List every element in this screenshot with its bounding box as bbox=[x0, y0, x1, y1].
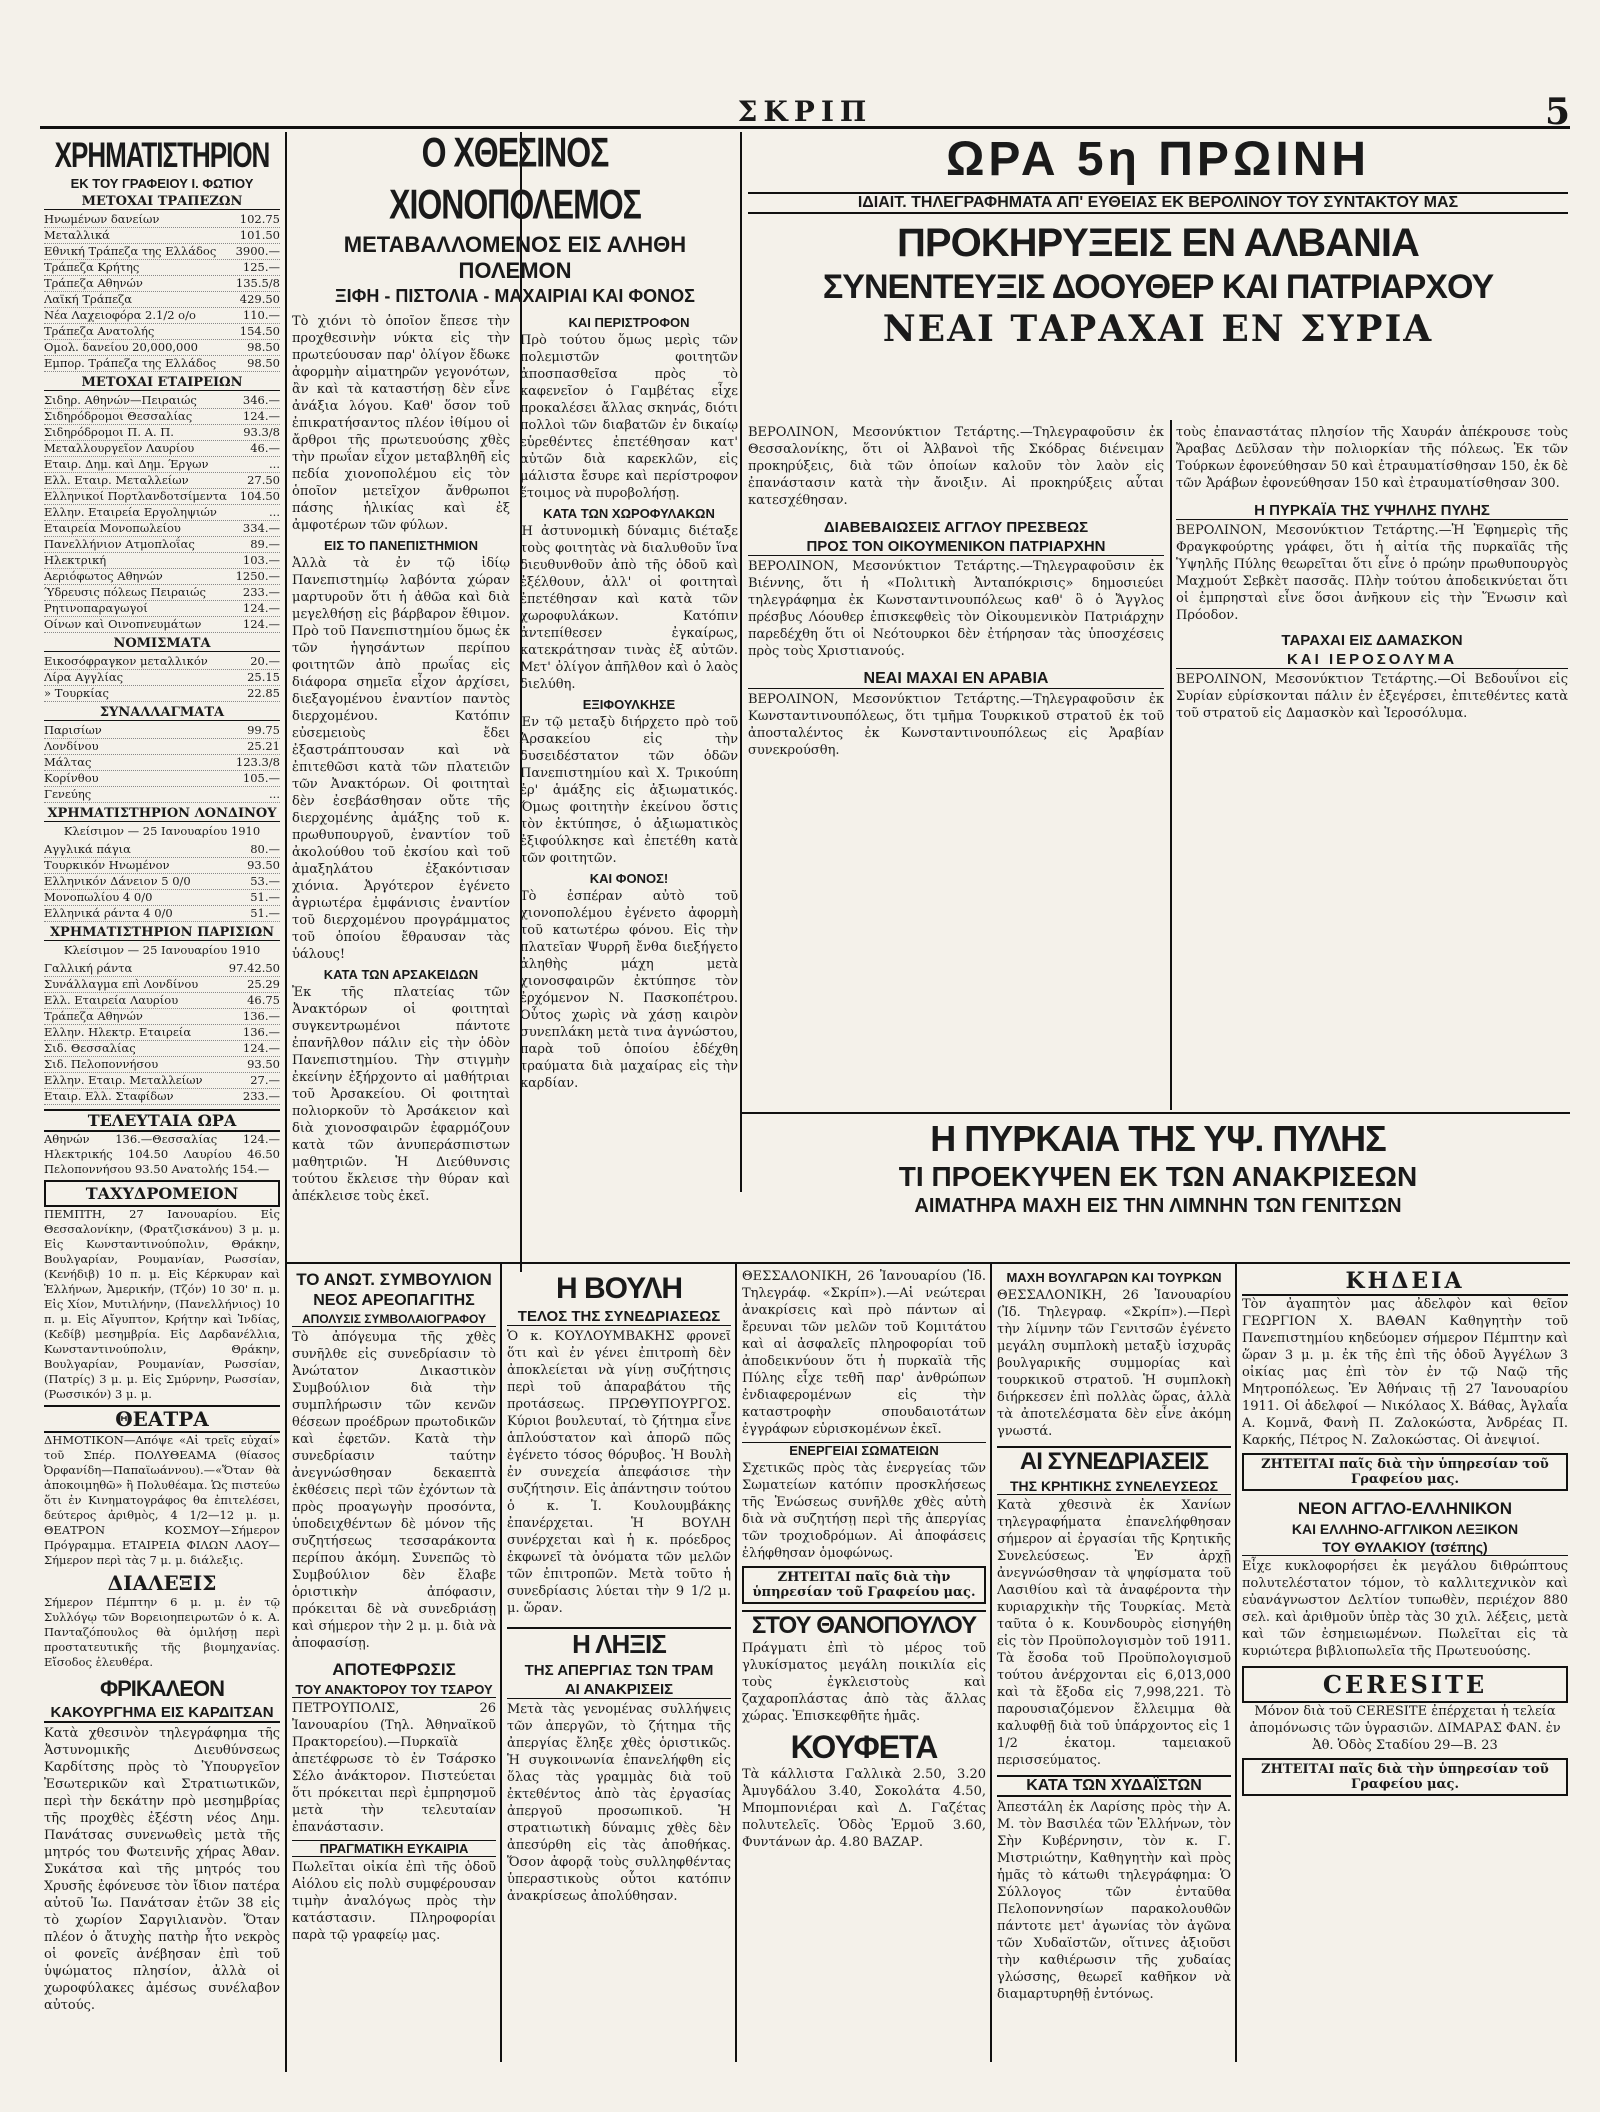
albania-headline: ΠΡΟΚΗΡΥΞΕΙΣ ΕΝ ΑΛΒΑΝΙΑ bbox=[897, 221, 1419, 265]
quote-value: 233.— bbox=[242, 1089, 280, 1103]
quote-name: Νέα Λαχειοφόρα 2.1/2 ο/ο bbox=[44, 308, 196, 322]
market-subtitle: ΕΚ ΤΟΥ ΓΡΑΦΕΙΟΥ Ι. ΦΩΤΙΟΥ bbox=[70, 176, 254, 191]
quote-name: Σιδ. Θεσσαλίας bbox=[44, 1041, 136, 1055]
quote-value: 98.50 bbox=[247, 340, 280, 354]
telegrams-left bbox=[748, 424, 1164, 1114]
dictionary-title-2: ΚΑΙ ΕΛΛΗΝΟ-ΑΓΓΛΙΚΟΝ ΛΕΞΙΚΟΝ bbox=[1291, 1521, 1519, 1537]
syria-text: τοὺς ἐπαναστάτας πλησίον τῆς Χαυράν ἀπέκρουσε τοὺς Ἄραβας Δεῦλσαν τὴν πολιορκίαν τῆς πόλεως. Ἐκ τῶν Τούρκων ἐφονεύθησαν 50 καὶ ἐτραυματίσθησαν 150, ἐκ δὲ τῶν Ἀράβων ἐφονεύθησαν 150 καὶ ἐτραυματίσθησαν 300. bbox=[1176, 425, 1568, 491]
quote-row bbox=[44, 553, 280, 569]
companies-list bbox=[44, 393, 280, 633]
fire-subtitle-2: ΑΙΜΑΤΗΡΑ ΜΑΧΗ ΕΙΣ ΤΗΝ ΛΙΜΝΗΝ ΤΩΝ ΓΕΝΙΤΣΩΝ bbox=[914, 1195, 1402, 1217]
vulgarists-text: Ἀπεστάλη ἐκ Λαρίσης πρὸς τὴν Α. Μ. τὸν Βασιλέα τῶν Ἑλλήνων, τὸν Σὴν Κυβέρνησιν, τὸν κ. Γ. Μιστριώτην, Καθηγητὴν καὶ πρὸς ἡμᾶς τὸ κάτωθι τηλεγράφημα: Ὁ Σύλλογος τῶν ἐνταῦθα Πελοποννησίων παρακολουθῶν πάντοτε μετ' ἀγωνίας τὸν ἀγῶνα τῶν Χυδαϊστῶν, οἵτινες ἀξιοῦσι τὴν καθιέρωσιν τῆς χυδαίας γλώσσης, θεωρεῖ καθῆκον νὰ διαμαρτυρηθῇ ἐντόνως. bbox=[997, 1800, 1231, 2002]
fire-subtitle: ΤΙ ΠΡΟΕΚΥΨΕΝ ΕΚ ΤΩΝ ΑΝΑΚΡΙΣΕΩΝ bbox=[898, 1161, 1418, 1192]
crime-subtitle: ΚΑΚΟΥΡΓΗΜΑ ΕΙΣ ΚΑΡΔΙΤΣΑΝ bbox=[44, 1704, 280, 1723]
quote-name: Γαλλική ράντα bbox=[44, 961, 133, 975]
quote-value: 101.50 bbox=[239, 228, 280, 242]
quote-value: 135.5/8 bbox=[235, 276, 280, 290]
dictionary-title: ΝΕΟΝ ΑΓΓΛΟ-ΕΛΛΗΝΙΚΟΝ bbox=[1297, 1499, 1513, 1518]
banks-list bbox=[44, 212, 280, 372]
quote-row bbox=[44, 340, 280, 356]
quote-value: 125.— bbox=[242, 260, 280, 274]
sale-text: Πωλεῖται οἰκία ἐπὶ τῆς ὁδοῦ Αἰόλου εἰς πολὺ συμφέρουσαν τιμὴν ἀναλόγως πρὸς τὴν κατάστασιν. Πληροφορίαι παρὰ τῷ γραφείῳ μας. bbox=[292, 1860, 496, 1943]
quote-value: 124.— bbox=[242, 1041, 280, 1055]
council-article bbox=[292, 1268, 496, 2068]
quote-value: 233.— bbox=[242, 585, 280, 599]
post-office-text: ΠΕΜΠΤΗ, 27 Ιανουαρίου. Εἰς Θεσσαλονίκην, (Φρατζισκάνου) 3 μ. μ. Εἰς Κωνσταντινούπολιν, Θράκην, Βουλγαρίαν, Ρουμανίαν, Ρωσσίαν, (Κενήδιβ) 10 π. μ. Εἰς Κέρκυραν καὶ Ἑλλήνων, Ἀμερικήν, (Τζόν) 10 30' π. μ. Εἰς Χίον, Μυτιλήνην, (Πανελλήνιος) 10 π. μ. Εἰς Αἴγυπτον, Κρήτην καὶ Ἰνδίας, (Κεδίβ) μεσημβρία. Εἰς Δαρδανέλλια, Κωνσταντινούπολιν, Θράκην, Βουλγαρίαν, Ρουμανίαν, Ρωσσίαν, (Πατρίς) 3 μ. μ. Εἰς Σμύρνην, Ρωσσίαν, (Ρωσσικόν) 3 μ. μ. bbox=[44, 1207, 280, 1401]
newspaper-title: ΣΚΡΙΠ bbox=[737, 95, 873, 128]
quote-row bbox=[44, 457, 280, 473]
dictionary-text: Εἶχε κυκλοφορήσει ἐκ μεγάλου διθρώπτους πολυτελέστατον τόμον, τὸ καλλιτεχνικὸν καὶ εὐανάγνωστον Δελτίον τυπωθὲν, περιέχον 880 σελ. καὶ ἀριθμοῦν ὑπὲρ τὰς 30 χιλ. λέξεις, μετὰ καὶ τῶν ἐσημειωμένων. Πωλεῖται εἰς τὰ κυριώτερα βιβλιοπωλεῖα τῆς Πρωτευούσης. bbox=[1242, 1559, 1568, 1659]
syria-headline: ΝΕΑΙ ΤΑΡΑΧΑΙ ΕΝ ΣΥΡΙΑ bbox=[882, 308, 1434, 350]
council-text: Τὸ ἀπόγευμα τῆς χθὲς συνῆλθε εἰς συνεδρίασιν τὸ Ἀνώτατον Δικαστικὸν Συμβούλιον διὰ τὴν συμπλήρωσιν τῶν κενῶν θέσεων προέδρων πρωτοδικῶν καὶ ἐφετῶν. Κατὰ τὴν συνεδρίασιν ταύτην ἀνεγνώσθησαν δεκαεπτὰ ἐκθέσεις περὶ τῶν ἐχόντων τὰ πρὸς προαγωγὴν προσόντα, ὑποδειχθέντων δὲ μόνον τῆς συζητήσεως τεσσαράκοντα περίπου ἀκόμη. Συνεπῶς τὸ Συμβούλιον δὲν ἔλαβε ὁριστικὴν ἀπόφασιν, πρόκειται δὲ νὰ συνεδριάσῃ καὶ σήμερον τὴν 2 μ. μ. διὰ νὰ ἀποφασίσῃ. bbox=[292, 1330, 496, 1651]
crime-text: Κατὰ χθεσινὸν τηλεγράφημα τῆς Ἀστυνομικῆς Διευθύνσεως Καρδίτσης πρὸς τὸ Ὑπουργεῖον Ἐσωτερικῶν καὶ Στρατιωτικῶν, περὶ τὴν δεκάτην πρὸ μεσημβρίας τῆς προχθὲς ἐξέστη νέος Δημ. Πανάτσας συνενωθεὶς μετὰ τῆς μητρός του Φωτεινῆς χήρας Ἀθαν. Συκάτσα καὶ τῆς μητρός του Χρυσῆς ἐφόνευσε τὸν ἴδιον πατέρα αὐτοῦ Ἰω. Πανάτσαν ἐτῶν 38 εἰς τὸ χωρίον Σαργιλιανὸν. Ὅταν πλέον ὁ ἄτυχὴς πατὴρ ἦτο νεκρὸς οἱ φονεῖς ἀνέβησαν ἐπὶ τοῦ ὑψώματος πλησίον, ἀλλὰ οἱ χωροφύλακες ἀμέσως συνέλαβον αὐτούς. bbox=[44, 1726, 280, 2013]
theatres-text: ΔΗΜΟΤΙΚΟΝ—Απόψε «Αἱ τρεῖς εὐχαί» τοῦ Σπέρ. ΠΟΛΥΘΕΑΜΑ (θίασος Ὀρφανίδη—Παπαϊωάννου).—«Ὅταν θὰ ἀποκοιμηθῶ» ἢ Πολυθέαμα. Ὡς πιστεύω ὅτι ἐν Κινηματογράφος θα ἐπιτελέσει, δεύτερος ἀριθμὸς, 4 1/2—12 μ. μ. ΘΕΑΤΡΟΝ ΚΟΣΜΟΥ—Σήμερον Πρόγραμμα. ΕΤΑΙΡΕΙΑ ΦΙΛΩΝ ΛΑΟΥ—Σήμερον περὶ τὰς 7 μ. μ. διάλεξις. bbox=[44, 1433, 280, 1567]
strike-subtitle: ΤΗΣ ΑΠΕΡΓΙΑΣ ΤΩΝ ΤΡΑΜ bbox=[524, 1662, 714, 1679]
quote-row bbox=[44, 1041, 280, 1057]
crime-title: ΦΡΙΚΑΛΕΟΝ bbox=[100, 1676, 224, 1701]
murder-heading: ΚΑΙ ΦΟΝΟΣ! bbox=[589, 871, 669, 886]
wanted-notice-3: ΖΗΤΕΙΤΑΙ παῖς διὰ τὴν ὑπηρεσίαν τοῦ Γραφείου μας. bbox=[1242, 1758, 1568, 1796]
sale-title: ΠΡΑΓΜΑΤΙΚΗ ΕΥΚΑΙΡΙΑ bbox=[292, 1840, 496, 1857]
arsakeion-text: Ἐκ τῆς πλατείας τῶν Ἀνακτόρων οἱ φοιτηταὶ συγκεντρωμένοι πάντοτε ἐπανῆλθον πάλιν εἰς τὴν ὁδὸν Πανεπιστημίου. Τὴν στιγμὴν ἐκείνην ἐξήρχοντο αἱ μαθήτριαι τοῦ Ἀρσακείου. Οἱ φοιτηταὶ πολιορκοῦν τὸ Ἀρσάκειον καὶ διὰ χιονοσφαιρῶν ἐφαρμόζουν κατὰ τῶν ἀνυπεράσπιστων μαθητριῶν. Ἡ Διεύθυνσις τούτου ἔκλεισε τὴν θύραν καὶ ἀπέκλεισε τοὺς ἐκεῖ. bbox=[292, 985, 510, 1204]
strike-text: Μετὰ τὰς γενομένας συλλήψεις τῶν ἀπεργῶν, τὸ ζήτημα τῆς ἀπεργίας ἔληξε χθὲς ὁριστικῶς. Ἡ συγκοινωνία ἐπανελήφθη εἰς ὅλας τὰς γραμμὰς διὰ τοῦ ἐκτεθέντος ἀπὸ τὰς ἐργασίας ἀπεργοῦ προσωπικοῦ. Ἡ στρατιωτικὴ δύναμις χθὲς δὲν ἀπεσύρθη εἰς τὰς ἀποθήκας. Ὅσον ἀφορᾷ τοὺς συλληφθέντας ὑπεραστικοὺς οὗτοι κατόπιν ἀνακρίσεως ἀπολύθησαν. bbox=[507, 1702, 731, 1904]
arsakeion-heading: ΚΑΤΑ ΤΩΝ ΑΡΣΑΚΕΙΔΩΝ bbox=[323, 967, 479, 982]
quote-row bbox=[44, 654, 280, 670]
quote-row bbox=[44, 617, 280, 633]
quote-row bbox=[44, 505, 280, 521]
fire-inquiry-headlines bbox=[748, 1118, 1568, 1260]
quote-row bbox=[44, 260, 280, 276]
patriarch-headline: ΣΥΝΕΝΤΕΥΞΙΣ ΔΟΟΥΘΕΡ ΚΑΙ ΠΑΤΡΙΑΡΧΟΥ bbox=[822, 268, 1494, 306]
quote-row bbox=[44, 324, 280, 340]
quote-value: 124.— bbox=[242, 617, 280, 631]
wanted-notice-2: ΖΗΤΕΙΤΑΙ παῖς διὰ τὴν ὑπηρεσίαν τοῦ Γραφείου μας. bbox=[1242, 1453, 1568, 1491]
quote-name: Ομολ. δανείου 20,000,000 bbox=[44, 340, 198, 354]
funeral-text: Τὸν ἀγαπητὸν μας ἀδελφὸν καὶ θεῖον ΓΕΩΡΓΙΟΝ Χ. ΒΑΘΑΝ Καθηγητὴν τοῦ Πανεπιστημίου κηδεύομεν σήμερον Πέμπτην καὶ ὥραν 3 μ. μ. ἐκ τῆς ἐπὶ τῆς ὁδοῦ Ἀγγέλων 3 οἰκίας μας ἐπὶ τὸν ἐν τῷ Ναῷ τῆς Μητροπόλεως. Ἐν Ἀθήναις τῇ 27 Ἰανουαρίου 1911. Οἱ ἀδελφοί — Νικόλαος Χ. Βάθας, Ἀγλαΐα Α. Κομνᾶ, Φανὴ Π. Ζαλοκώστα, Ἀνδρέας Π. Καρκής, Πέτρος Ν. Ζαλοκώστας. Οἱ ἀνεψιοί. bbox=[1242, 1297, 1568, 1448]
quote-name: Μάλτας bbox=[44, 755, 92, 769]
quote-value: 110.— bbox=[242, 308, 280, 322]
employers-heading: ΕΝΕΡΓΕΙΑΙ ΣΩΜΑΤΕΙΩΝ bbox=[742, 1442, 986, 1458]
quote-row bbox=[44, 585, 280, 601]
quote-row bbox=[44, 228, 280, 244]
quote-value: 104.50 bbox=[239, 489, 280, 503]
quote-name: Παρισίων bbox=[44, 723, 102, 737]
quote-value: 105.— bbox=[242, 771, 280, 785]
quote-name: Συνάλλαγμα επὶ Λονδίνου bbox=[44, 977, 199, 991]
quote-name: Ύδρευσις πόλεως Πειραιώς bbox=[44, 585, 206, 599]
wanted-notice: ΖΗΤΕΙΤΑΙ παῖς διὰ τὴν ὑπηρεσίαν τοῦ Γραφείου μας. bbox=[742, 1566, 986, 1604]
quote-row bbox=[44, 521, 280, 537]
sword-text: Ἐν τῷ μεταξὺ διήρχετο πρὸ τοῦ Ἀρσακείου εἰς τὴν δυσειδέστατον τῶν ὁδῶν Πανεπιστημίου καὶ Χ. Τρικούπη ἐρ' ἁμάξης εἰς ἀξιωματικός. Ὅμως φοιτητὴν ἐκείνου ὅστις τὸν ἐκτύπησε, ὁ ἀξιωματικὸς ἐξιφούλκησε καὶ ἐπετέθη κατὰ τῶν φοιτητῶν. bbox=[520, 715, 738, 866]
quote-value: 53.— bbox=[250, 874, 280, 888]
strike-subtitle-2: ΑΙ ΑΝΑΚΡΙΣΕΙΣ bbox=[507, 1681, 731, 1699]
quote-name: Μεταλλουργεῖον Λαυρίου bbox=[44, 441, 195, 455]
quote-row bbox=[44, 842, 280, 858]
quote-name: Εθνική Τράπεζα της Ελλάδος bbox=[44, 244, 217, 258]
quote-name: Γενεύης bbox=[44, 787, 92, 801]
quote-name: Ηνωμένων δανείων bbox=[44, 212, 160, 226]
quote-row bbox=[44, 670, 280, 686]
quote-name: Ελλην. Εταιρεία Εργοληψιών bbox=[44, 505, 217, 519]
london-heading: ΧΡΗΜΑΤΙΣΤΗΡΙΟΝ ΛΟΝΔΙΝΟΥ bbox=[44, 806, 280, 822]
quote-row bbox=[44, 393, 280, 409]
sublime-porte-text: ΒΕΡΟΛΙΝΟΝ, Μεσονύκτιον Τετάρτης.—Ἡ Ἐφημερὶς τῆς Φραγκφούρτης γράφει, ὅτι ἡ αἰτία τῆς πυρκαϊᾶς τῆς Ὑψηλῆς Πύλης θεωρεῖται ὅτι εἶνε ὁ πρώην πρωθυπουργὸς Μαχμούτ Σεβκὲτ πασσᾶς. Πλὴν τούτου ἀποδεικνύεται ὅτι οἱ ἐμπρησταὶ εἶνε ὅσοι ἀνῆκουν εἰς τὴν Ἕνωσιν καὶ Πρόοδον. bbox=[1176, 523, 1568, 623]
university-text: Ἀλλὰ τὰ ἐν τῷ ἰδίῳ Πανεπιστημίῳ λαβόντα χώραν μαρτυροῦν ὅτι ἡ ἀθῶα καὶ διὰ μεγελθήσῃ εἰς βάρβαρον ἔθιμον. Πρὸ τοῦ Πανεπιστημίου ὅμως ἐκ τῶν ἡγησάντων περίπου φοιτητῶν ἀπὸ πρωΐας εἰς διάφορα σημεῖα εἶχον ἀρχίσει, διεξαγομένου ἐναντίον παντὸς διερχομένου. Κατόπιν εὐσεμειοὺς ἔδει ἐξαστράπτουσαν καὶ νὰ ἐπιτεθῶσι κατὰ τῶν πλατειῶν τῶν Ἀνακτόρων. Οἱ φοιτηταὶ δὲν ἐσεβάσθησαν οὔτε τῆς διερχομένης ἀμάξης τοῦ κ. πρωθυπουργοῦ, ἐναντίον τοῦ ἀκολούθου τοῦ ἐκσίου καὶ τοῦ ἀμαξηλάτου ἐξακόντισαν χιόνια. Ἀργότερον ἐγένετο ἀγριωτέρα ἐμφάνισις ἐναντίον τοῦ διερχομένου προγράμματος τοῦ ὁποίου ἔθραυσαν τὰς ὑάλους! bbox=[292, 556, 510, 962]
revolver-heading: ΚΑΙ ΠΕΡΙΣΤΡΟΦΟΝ bbox=[568, 315, 690, 330]
murder-text: Τὸ ἑσπέραν αὐτὸ τοῦ χιονοπολέμου ἐγένετο ἀφορμὴ τοῦ κατωτέρω φόνου. Εἰς τὴν πλατεῖαν Ψυρρῆ ἔνθα διεξήγετο ἀληθὴς μάχη μετὰ χιονοσφαιρῶν ἐκτύπησε τὸν ἐρχόμενον Ν. Πασκοπέτρου. Οὗτος χωρὶς νὰ χάσῃ καιρὸν συνεπλάκη μετὰ τινα ἀγνώστου, παρὰ τοῦ ὁποίου ἐδέχθη τραύματα διὰ μαχαίρας εἰς τὴν καρδίαν. bbox=[520, 889, 738, 1091]
quote-name: Εικοσόφραγκον μεταλλικόν bbox=[44, 654, 208, 668]
snowbattle-subtitle-2: ΞΙΦΗ - ΠΙΣΤΟΛΙΑ - ΜΑΧΑΙΡΙΑΙ ΚΑΙ ΦΟΝΟΣ bbox=[335, 286, 695, 306]
quote-name: Εταιρ. Ελλ. Σταφίδων bbox=[44, 1089, 174, 1103]
funeral-title: ΚΗΔΕΙΑ bbox=[1242, 1268, 1568, 1296]
council-title: ΤΟ ΑΝΩΤ. ΣΥΜΒΟΥΛΙΟΝ bbox=[296, 1270, 492, 1289]
snowbattle-col-right bbox=[520, 313, 738, 1209]
quote-value: 98.50 bbox=[247, 356, 280, 370]
quote-value: 22.85 bbox=[247, 686, 280, 700]
ambassador-heading: ΔΙΑΒΕΒΑΙΩΣΕΙΣ ΑΓΓΛΟΥ ΠΡΕΣΒΕΩΣ bbox=[823, 519, 1089, 536]
snowbattle-subtitle: ΜΕΤΑΒΑΛΛΟΜΕΝΟΣ ΕΙΣ ΑΛΗΘΗ ΠΟΛΕΜΟΝ bbox=[343, 232, 687, 283]
quote-name: Πανελλήνιον Ατμοπλοΐας bbox=[44, 537, 195, 551]
quote-row bbox=[44, 489, 280, 505]
market-column bbox=[44, 134, 280, 2064]
gendarmes-text: Ἡ ἀστυνομικὴ δύναμις διέταξε τοὺς φοιτητὰς νὰ διαλυθοῦν ἵνα διευθυνθοῦν ἀπὸ τῆς ὁδοῦ καὶ ἐξέλθουν, ἀλλ' οἱ φοιτηταὶ ἐπετέθησαν καὶ κατὰ τῶν χωροφυλάκων. Κατόπιν ἀντεπίθεσεν ἐγκαίρως, κατεκράτησαν τινὰς ἐξ αὐτῶν. Μετ' ὀλίγον ἀπῆλθον καὶ ὁ λαὸς διελύθη. bbox=[520, 524, 738, 692]
parliament-text: Ὁ κ. ΚΟΥΛΟΥΜΒΑΚΗΣ φρονεῖ ὅτι καὶ ἐν γένει ἐπιτροπὴ δὲν ἀποκλείεται νὰ γίνῃ συζήτησις περὶ τοῦ ἀπαραβάτου τῆς προτάσεως. ΠΡΩΘΥΠΟΥΡΓΟΣ. Κύριοι βουλευταί, τὸ ζήτημα εἶνε ἁπλούστατον καὶ ἀπορῶ πῶς ἐγένετο τόσος θόρυβος. Ἡ Βουλὴ ἐν συνεχεία ἀπεφάσισε τὴν συζήτησιν. Εἰς ἀπάντησιν τούτου ὁ κ. Ἰ. Κουλουμβάκης ἐπανέρχεται. Ἡ ΒΟΥΛΗ συνέρχεται καὶ ἡ κ. πρόεδρος ἐκφωνεῖ τὰ ὀνόματα τῶν μελῶν τῶν ἐπιτροπῶν. Μετὰ τοῦτο ἡ συνεδρίασις λύεται τὴν 9 1/2 μ. μ. ὥραν. bbox=[507, 1329, 731, 1616]
quote-row bbox=[44, 1057, 280, 1073]
banks-heading: ΜΕΤΟΧΑΙ ΤΡΑΠΕΖΩΝ bbox=[44, 194, 280, 210]
quote-value: 123.3/8 bbox=[235, 755, 280, 769]
snowbattle-col-left bbox=[292, 313, 510, 1209]
column-divider bbox=[740, 132, 742, 1192]
quote-value: 136.— bbox=[242, 1009, 280, 1023]
quote-row bbox=[44, 771, 280, 787]
quote-value: 51.— bbox=[250, 906, 280, 920]
quote-row bbox=[44, 601, 280, 617]
quote-row bbox=[44, 787, 280, 803]
quote-row bbox=[44, 292, 280, 308]
companies-heading: ΜΕΤΟΧΑΙ ΕΤΑΙΡΕΙΩΝ bbox=[44, 375, 280, 391]
quote-name: Σιδ. Πελοποννήσου bbox=[44, 1057, 159, 1071]
notices-column bbox=[1242, 1268, 1568, 2068]
quote-value: 46.— bbox=[250, 441, 280, 455]
quote-row bbox=[44, 1025, 280, 1041]
paris-heading: ΧΡΗΜΑΤΙΣΤΗΡΙΟΝ ΠΑΡΙΣΙΩΝ bbox=[44, 925, 280, 941]
quote-name: Ελλην. Εταιρ. Μεταλλείων bbox=[44, 1073, 203, 1087]
quote-row bbox=[44, 308, 280, 324]
sublime-porte-heading: Η ΠΥΡΚΑΪΑ ΤΗΣ ΥΨΗΛΗΣ ΠΥΛΗΣ bbox=[1176, 502, 1568, 520]
column-divider bbox=[735, 1262, 737, 2062]
column-divider bbox=[285, 132, 287, 2072]
quote-name: Λονδίνου bbox=[44, 739, 99, 753]
post-office-title: ΤΑΧΥΔΡΟΜΕΙΟΝ bbox=[44, 1180, 280, 1207]
quote-name: Σιδηρ. Αθηνών—Πειραιώς bbox=[44, 393, 197, 407]
last-hour-title: ΤΕΛΕΥΤΑΙΑ ΩΡΑ bbox=[44, 1109, 280, 1132]
london-date: Κλείσιμον — 25 Ιανουαρίου 1910 bbox=[63, 824, 261, 838]
quote-name: Εμπορ. Τράπεζα της Ελλάδος bbox=[44, 356, 217, 370]
quote-row bbox=[44, 723, 280, 739]
quote-row bbox=[44, 961, 280, 977]
quote-name: » Τουρκίας bbox=[44, 686, 109, 700]
revolver-text: Πρὸ τούτου ὅμως μερὶς τῶν πολεμιστῶν φοιτητῶν ἀποσπασθεῖσα πρὸς τὸ καφενεῖον ὁ Γαμβέτας εἶχε προκαλέσει ἄλλας σκηνάς, διότι πολλοὶ τῶν διαβατῶν ἐν δικαίῳ εὑρεθέντες ἐπετέθησαν κατ' αὐτῶν διὰ καρεκλῶν, εἰς μάλιστα ἔσυρε καὶ περίστροφον ἕτοιμος νὰ πυροβολήσῃ. bbox=[520, 333, 738, 501]
quote-row bbox=[44, 858, 280, 874]
quote-name: Ηλεκτρική bbox=[44, 553, 107, 567]
column-divider bbox=[1235, 1262, 1237, 2062]
ambassador-text: ΒΕΡΟΛΙΝΟΝ, Μεσονύκτιον Τετάρτης.—Τηλεγραφοῦσιν ἐκ Βιέννης, ὅτι ἡ «Πολιτικὴ Ἀνταπόκρισις» δημοσιεύει τηλεγράφημα ἐκ Κωνσταντινουπόλεως καθ' ὃ ὁ Ἄγγλος πρέσβυς Λόουθερ ἐπισκεφθεὶς τὸν Οἰκουμενικὸν Πατριάρχην παρεδέχθη ὅτι οἱ Νεότουρκοι δὲν ἐτήρησαν τὰς ὑποσχέσεις πρὸς τοὺς Χριστιανούς. bbox=[748, 559, 1164, 659]
quote-value: 80.— bbox=[250, 842, 280, 856]
quote-name: Ελληνικοί Πορτλανδοτσίμεντα bbox=[44, 489, 227, 503]
battle-text: ΘΕΣΣΑΛΟΝΙΚΗ, 26 Ἰανουαρίου (Ἰδ. Τηλεγραφ. «Σκρίπ»).—Περὶ τὴν λίμνην τῶν Γενιτσῶν ἐγένετο μεγάλη συμπλοκὴ μεταξὺ ἰσχυρᾶς βουλγαρικῆς συμμορίας καὶ τουρκικοῦ στρατοῦ. Ἡ συμπλοκὴ διήρκεσεν ἐπὶ πολλὰς ὥρας, ἀλλὰ τὰ ἀποτελέσματα δὲν εἶνε ἀκόμη γνωστά. bbox=[997, 1288, 1231, 1439]
quote-value: 20.— bbox=[250, 654, 280, 668]
quote-name: Τράπεζα Αθηνών bbox=[44, 1009, 143, 1023]
tsar-title: ΑΠΟΤΕΦΡΩΣΙΣ bbox=[332, 1660, 456, 1679]
london-list bbox=[44, 842, 280, 922]
quote-name: Τράπεζα Ανατολής bbox=[44, 324, 155, 338]
quote-name: Οίνων καὶ Οινοπνευμάτων bbox=[44, 617, 202, 631]
column-divider bbox=[500, 1262, 502, 2062]
quote-name: Ελλ. Εταιρ. Μεταλλείων bbox=[44, 473, 189, 487]
quote-value: 1250.— bbox=[235, 569, 280, 583]
quote-row bbox=[44, 356, 280, 372]
fx-heading: ΣΥΝΑΛΛΑΓΜΑΤΑ bbox=[44, 705, 280, 721]
quote-row bbox=[44, 739, 280, 755]
quote-value: 46.75 bbox=[247, 993, 280, 1007]
quote-name: Σιδηρόδρομοι Π. Α. Π. bbox=[44, 425, 174, 439]
fire-inquiry-text: ΘΕΣΣΑΛΟΝΙΚΗ, 26 Ἰανουαρίου (Ἰδ. Τηλεγράφ. «Σκρίπ»).—Αἱ νεώτεραι ἀνακρίσεις καὶ πρὸ πάντων αἱ ἔρευναι τῶν μελῶν τοῦ Κομιτάτου καὶ αἱ ἀσφαλεῖς πληροφορίαι τοῦ ἀποδεικνύουν ὅτι ἡ πυρκαϊὰ τῆς Πύλης εἶχε τεθῆ παρ' ἀνθρώπων ἐνδιαφερομένων εἰς τὴν καταστροφὴν σπουδαιοτάτων ἐγγράφων εὑρισκομένων ἐκεῖ. bbox=[742, 1269, 986, 1437]
snowbattle-columns bbox=[292, 313, 738, 1209]
albania-text: ΒΕΡΟΛΙΝΟΝ, Μεσονύκτιον Τετάρτης.—Τηλεγραφοῦσιν ἐκ Θεσσαλονίκης, ὅτι οἱ Ἀλβανοὶ τῆς Σκόδρας διένειμαν προκηρύξεις, διὰ τῶν ὁποίων καλοῦν τὸν λαὸν εἰς ἐπανάστασιν κατὰ τὴν ἄνοιξιν. Αἱ προκηρύξεις αὗται κατεσχέθησαν. bbox=[748, 425, 1164, 508]
quote-value: 25.21 bbox=[247, 739, 280, 753]
quote-row bbox=[44, 569, 280, 585]
quote-value: 93.50 bbox=[247, 1057, 280, 1071]
quote-value: 103.— bbox=[242, 553, 280, 567]
quote-row bbox=[44, 1089, 280, 1105]
quote-name: Αγγλικά πάγια bbox=[44, 842, 131, 856]
quote-value: 346.— bbox=[242, 393, 280, 407]
koufeta-title: ΚΟΥΦΕΤΑ bbox=[790, 1729, 938, 1765]
masthead-rule bbox=[40, 126, 1570, 129]
quote-row bbox=[44, 1009, 280, 1025]
quote-value: 25.29 bbox=[247, 977, 280, 991]
vulgarists-heading: ΚΑΤΑ ΤΩΝ ΧΥΔΑΪΣΤΩΝ bbox=[997, 1775, 1231, 1797]
quote-value: 25.15 bbox=[247, 670, 280, 684]
quote-value: 27.50 bbox=[247, 473, 280, 487]
quote-name: Μονοπωλίου 4 0/0 bbox=[44, 890, 153, 904]
quote-row bbox=[44, 409, 280, 425]
gendarmes-heading: ΚΑΤΑ ΤΩΝ ΧΩΡΟΦΥΛΑΚΩΝ bbox=[543, 506, 715, 521]
parliament-subtitle: ΤΕΛΟΣ ΤΗΣ ΣΥΝΕΔΡΙΑΣΕΩΣ bbox=[507, 1308, 731, 1326]
university-heading: ΕΙΣ ΤΟ ΠΑΝΕΠΙΣΤΗΜΙΟΝ bbox=[323, 538, 479, 553]
ambassador-heading-2: ΠΡΟΣ ΤΟΝ ΟΙΚΟΥΜΕΝΙΚΟΝ ΠΑΤΡΙΑΡΧΗΝ bbox=[748, 538, 1164, 556]
telegrams-right bbox=[1176, 424, 1568, 1114]
thanopoulos-text: Πράγματι ἐπὶ τὸ μέρος τοῦ γλυκίσματος μεγάλη ποικιλία εἰς τοὺς ἐγκλειστοὺς καὶ ζαχαροπλάστας ἀπὸ τὰς ἄλλας χώρας. Ἐπισκεφθῆτε ἡμᾶς. bbox=[742, 1641, 986, 1724]
market-title: ΧΡΗΜΑΤΙΣΤΗΡΙΟΝ bbox=[54, 134, 270, 176]
page-number: 5 bbox=[1544, 91, 1570, 133]
assembly-title: ΑΙ ΣΥΝΕΔΡΙΑΣΕΙΣ bbox=[997, 1446, 1231, 1476]
quote-value: ... bbox=[269, 457, 280, 471]
column-divider bbox=[1170, 420, 1172, 1110]
quote-row bbox=[44, 906, 280, 922]
quote-name: Εταιρ. Δημ. καὶ Δημ. Έργων bbox=[44, 457, 209, 471]
quote-value: 124.— bbox=[242, 601, 280, 615]
quote-row bbox=[44, 890, 280, 906]
quote-name: Ελληνικά ράντα 4 0/0 bbox=[44, 906, 173, 920]
strike-title: Η ΛΗΞΙΣ bbox=[507, 1627, 731, 1660]
damascus-text: ΒΕΡΟΛΙΝΟΝ, Μεσονύκτιον Τετάρτης.—Οἱ Βεδουΐνοι εἰς Συρίαν εὑρίσκονται πάλιν ἐν ἐξεγέρσει, ἐπιτεθέντες κατὰ τοῦ στρατοῦ εἰς Δαμασκὸν καὶ Ἱεροσόλυμα. bbox=[1176, 672, 1568, 721]
parliament-title: Η ΒΟΥΛΗ bbox=[555, 1272, 683, 1305]
assembly-column bbox=[997, 1268, 1231, 2068]
assembly-text: Κατὰ χθεσινὰ ἐκ Χανίων τηλεγραφήματα ἐπανελήφθησαν σήμερον αἱ ἐργασίαι τῆς Κρητικῆς Συνελεύσεως. Ἐν ἀρχῇ ἀνεγνώσθησαν τὰ ψηφίσματα τοῦ Λασιθίου καὶ τὰ ἀναφέροντα τὴν κυριαρχικὴν τῆς Τουρκίας. Μετὰ ταῦτα ὁ κ. Κουνδουρὸς εἰσηγήθη εἰς τὸν Προϋπολογισμὸν τοῦ 1911. Τὰ ἔσοδα τοῦ Προϋπολογισμοῦ τούτου ἀνέρχονται εἰς 6,013,000 καὶ τὰ ἔξοδα εἰς 7,998,221. Τὸ παρουσιαζόμενον ἔλλειμμα θὰ καλυφθῇ διὰ τοῦ ὑπάρχοντος εἰς 1 1/2 ἑκατομ. ταμειακοῦ περισσεύματος. bbox=[997, 1498, 1231, 1768]
damascus-heading-2: ΚΑΙ ΙΕΡΟΣΟΛΥΜΑ bbox=[1176, 651, 1568, 669]
snowbattle-title: Ο ΧΘΕΣΙΝΟΣ ΧΙΟΝΟΠΟΛΕΜΟΣ bbox=[389, 134, 641, 228]
quote-row bbox=[44, 441, 280, 457]
paris-date: Κλείσιμον — 25 Ιανουαρίου 1910 bbox=[63, 943, 261, 957]
snowbattle-article bbox=[292, 134, 738, 1262]
quote-value: ... bbox=[269, 505, 280, 519]
quote-value: 429.50 bbox=[239, 292, 280, 306]
quote-name: Κορίνθου bbox=[44, 771, 99, 785]
quote-value: 154.50 bbox=[239, 324, 280, 338]
section-divider bbox=[285, 1262, 1570, 1264]
paris-list bbox=[44, 961, 280, 1105]
quote-value: 97.42.50 bbox=[228, 961, 280, 975]
fire-banner: Η ΠΥΡΚΑΙΑ ΤΗΣ ΥΨ. ΠΥΛΗΣ bbox=[930, 1118, 1386, 1159]
quote-value: 89.— bbox=[250, 537, 280, 551]
tsar-text: ΠΕΤΡΟΥΠΟΛΙΣ, 26 Ἰανουαρίου (Τηλ. Ἀθηναϊκοῦ Πρακτορείου).—Πυρκαϊὰ ἀπετέφρωσε τὸ ἐν Τσάρσκο Σέλο ἀνάκτορον. Πιστεύεται ὅτι πρόκειται περὶ ἐμπρησμοῦ μετὰ τὴν τελευταίαν ἐπανάστασιν. bbox=[292, 1701, 496, 1835]
quote-row bbox=[44, 1073, 280, 1089]
crete-column bbox=[742, 1268, 986, 2068]
quote-name: Σιδηρόδρομοι Θεσσαλίας bbox=[44, 409, 193, 423]
thanopoulos-title: ΣΤΟΥ ΘΑΝΟΠΟΥΛΟΥ bbox=[742, 1610, 986, 1640]
theatres-title: ΘΕΑΤΡΑ bbox=[44, 1405, 280, 1433]
quote-value: 334.— bbox=[242, 521, 280, 535]
ceresite-text: Μόνον διὰ τοῦ CERESITE ἐπέρχεται ἡ τελεία ἀπομόνωσις τῶν ὑγρασιῶν. ΔΙΜΑΡΑΣ ΦΑΝ. ἐν Ἀθ. Ὁδὸς Σταδίου 29—Β. 23 bbox=[1249, 1704, 1561, 1753]
dictionary-title-3: ΤΟΥ ΘΥΛΑΚΙΟΥ (τσέπης) bbox=[1242, 1539, 1568, 1556]
quote-value: 27.— bbox=[250, 1073, 280, 1087]
masthead bbox=[40, 91, 1570, 133]
council-subtitle: ΝΕΟΣ ΑΡΕΟΠΑΓΙΤΗΣ bbox=[313, 1292, 475, 1309]
edition-time-banner: ΩΡΑ 5η ΠΡΩΙΝΗ bbox=[945, 134, 1371, 186]
quote-name: Ρητινοπαραγωγοί bbox=[44, 601, 148, 615]
quote-row bbox=[44, 244, 280, 260]
quote-row bbox=[44, 473, 280, 489]
quote-row bbox=[44, 755, 280, 771]
quote-name: Λίρα Αγγλίας bbox=[44, 670, 124, 684]
council-subtitle-2: ΑΠΟΛΥΣΙΣ ΣΥΜΒΟΛΑΙΟΓΡΑΦΟΥ bbox=[292, 1312, 496, 1327]
quote-value: 102.75 bbox=[239, 212, 280, 226]
coins-list bbox=[44, 654, 280, 702]
lectures-title: ΔΙΑΛΕΞΙΣ bbox=[107, 1571, 217, 1595]
quote-row bbox=[44, 686, 280, 702]
employers-text: Σχετικῶς πρὸς τὰς ἐνεργείας τῶν Σωματείων κατόπιν προσκλήσεως τῆς Ἑνώσεως συνῆλθε χθὲς αὐτὴ διὰ νὰ συζητήσῃ περὶ τῆς ἀπεργίας τῶν τροχιοδρόμων. Αἱ ἀποφάσεις ἐλήφθησαν ὁμοφώνως. bbox=[742, 1461, 986, 1561]
quote-row bbox=[44, 874, 280, 890]
fx-list bbox=[44, 723, 280, 803]
quote-row bbox=[44, 425, 280, 441]
lectures-text: Σήμερον Πέμπτην 6 μ. μ. ἐν τῷ Συλλόγῳ τῶν Βορειοηπειρωτῶν ὁ κ. Α. Πανταζόπουλος θὰ ὁμιλήσῃ περὶ προστατευτικῆς τῆς βιομηχανίας. Εἴσοδος ἐλευθέρα. bbox=[44, 1595, 280, 1669]
quote-row bbox=[44, 212, 280, 228]
assembly-subtitle: ΤΗΣ ΚΡΗΤΙΚΗΣ ΣΥΝΕΛΕΥΣΕΩΣ bbox=[997, 1478, 1231, 1495]
quote-value: 93.3/8 bbox=[243, 425, 280, 439]
sword-heading: ΕΞΙΦΟΥΛΚΗΣΕ bbox=[582, 697, 676, 712]
quote-name: Εταιρεία Μονοπωλείου bbox=[44, 521, 181, 535]
quote-name: Ελλ. Εταιρεία Λαυρίου bbox=[44, 993, 179, 1007]
quote-name: Ελληνικόν Δάνειον 5 0/0 bbox=[44, 874, 191, 888]
quote-value: 93.50 bbox=[247, 858, 280, 872]
quote-row bbox=[44, 537, 280, 553]
ceresite-title: CERESITE bbox=[1242, 1666, 1568, 1703]
coins-heading: ΝΟΜΙΣΜΑΤΑ bbox=[44, 636, 280, 652]
battle-heading: ΜΑΧΗ ΒΟΥΛΓΑΡΩΝ ΚΑΙ ΤΟΥΡΚΩΝ bbox=[1006, 1270, 1222, 1285]
quote-row bbox=[44, 276, 280, 292]
quote-name: Μεταλλικά bbox=[44, 228, 110, 242]
arabia-text: ΒΕΡΟΛΙΝΟΝ, Μεσονύκτιον Τετάρτης.—Τηλεγραφοῦσιν ἐκ Κωνσταντινουπόλεως, ὅτι τμῆμα Τουρκικοῦ στρατοῦ ἐκ τοῦ ἀποσταλέντος ἐκ Κωνσταντινουπόλεως εἰς Ἀραβίαν συνεκρούσθη. bbox=[748, 692, 1164, 758]
quote-value: 51.— bbox=[250, 890, 280, 904]
quote-name: Αεριόφωτος Αθηνών bbox=[44, 569, 163, 583]
wire-line: ΙΔΙΑΙΤ. ΤΗΛΕΓΡΑΦΗΜΑΤΑ ΑΠ' ΕΥΘΕΙΑΣ ΕΚ ΒΕΡΟΛΙΝΟΥ ΤΟΥ ΣΥΝΤΑΚΤΟΥ ΜΑΣ bbox=[748, 192, 1568, 214]
quote-name: Τράπεζα Κρήτης bbox=[44, 260, 140, 274]
quote-name: Τράπεζα Αθηνών bbox=[44, 276, 143, 290]
koufeta-text: Τὰ κάλλιστα Γαλλικὰ 2.50, 3.20 Ἀμυγδάλου 3.40, Σοκολάτα 4.50, Μπομπονιέραι καὶ Δ. Γαζέτας πολυτελεῖς. Ὁδὸς Ἑρμοῦ 3.60, Φυντάνων ἀρ. 4.80 ΒΑΖΑΡ. bbox=[742, 1767, 986, 1850]
column-divider bbox=[990, 1262, 992, 2062]
quote-value: 3900.— bbox=[235, 244, 280, 258]
quote-value: 99.75 bbox=[247, 723, 280, 737]
quote-row bbox=[44, 977, 280, 993]
last-hour-text: Αθηνών 136.—Θεσσαλίας 124.—Ηλεκτρικής 104.50 Λαυρίου 46.50 Πελοποννήσου 93.50 Ανατολής 154.— bbox=[44, 1132, 280, 1176]
quote-name: Λαϊκή Τράπεζα bbox=[44, 292, 133, 306]
telegram-headlines bbox=[748, 134, 1568, 414]
arabia-heading: ΝΕΑΙ ΜΑΧΑΙ ΕΝ ΑΡΑΒΙΑ bbox=[748, 670, 1164, 689]
quote-name: Τουρκικόν Ηνωμένον bbox=[44, 858, 170, 872]
damascus-heading: ΤΑΡΑΧΑΙ ΕΙΣ ΔΑΜΑΣΚΟΝ bbox=[1281, 632, 1463, 649]
parliament-article bbox=[507, 1268, 731, 2068]
tsar-subtitle: ΤΟΥ ΑΝΑΚΤΟΡΟΥ ΤΟΥ ΤΣΑΡΟΥ bbox=[292, 1682, 496, 1698]
snowbattle-intro: Τὸ χιόνι τὸ ὁποῖον ἔπεσε τὴν προχθεσινὴν νύκτα εἰς τὴν πρωτεύουσαν παρ' ὀλίγον ἔδωκε ἀφορμὴν αἱματηρῶν γεγονότων, ἂν καὶ τὰ καταστήσῃ δὲν εἶνε ἀνάξια λόγου. Καθ' ὅσον τοῦ ἐπικρατήσαντος πλέον ἰθίμου οἱ ἄρθροι τῆς πρωτευούσης χθὲς τὴν πρωΐαν εἶχον μεταβληθῆ εἰς πεδία χιονοπολέμου εἰς τὸν ὁποῖον μετεῖχον ἄνθρωποι πάσης ἡλικίας καὶ ἐξ ἀμφοτέρων τῶν φύλων. bbox=[292, 314, 510, 533]
quote-value: 136.— bbox=[242, 1025, 280, 1039]
quote-row bbox=[44, 993, 280, 1009]
quote-value: ... bbox=[269, 787, 280, 801]
quote-value: 124.— bbox=[242, 409, 280, 423]
quote-name: Ελλην. Ηλεκτρ. Εταιρεία bbox=[44, 1025, 192, 1039]
